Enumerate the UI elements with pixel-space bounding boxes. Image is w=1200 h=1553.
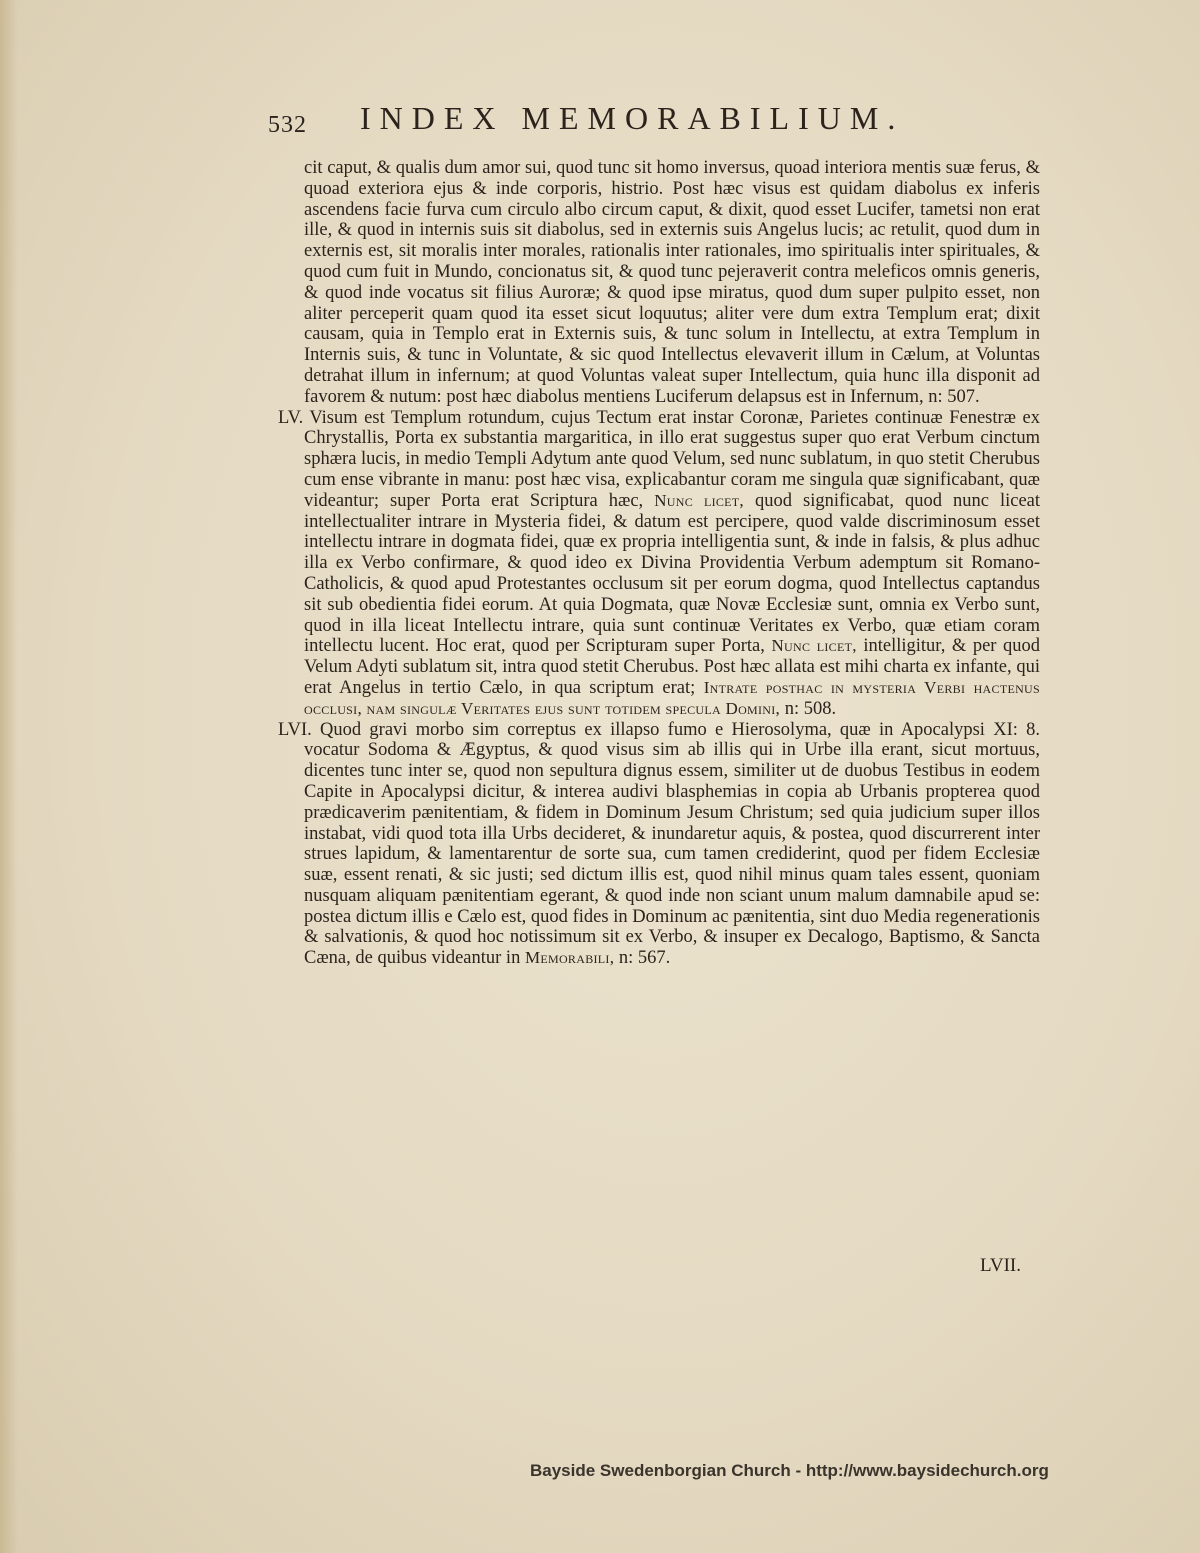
small-caps-phrase: Intrate posthac in mysteria Verbi hactenus occlusi, nam singulæ Veritates ejus sunt totidem specula Domini, bbox=[304, 677, 1040, 718]
page-number: 532 bbox=[268, 112, 307, 138]
running-head: INDEX MEMORABILIUM. bbox=[360, 100, 905, 136]
entry-continuation bbox=[278, 158, 1040, 408]
small-caps-phrase: Nunc licet, bbox=[771, 636, 857, 656]
index-text bbox=[278, 158, 1040, 969]
entry-text: Quod gravi morbo sim correptus ex illapso fumo e Hierosolyma, quæ in Apocalypsi XI: 8. vocatur Sodoma & Ægyptus, & quod visus sim ab illis qui in Urbe illa erant, sicut mortuus, dicentes tunc inter se, quod non sepultura dignus essem, similiter ut de duobus Testibus in eodem Capite in Apocalypsi dicitur, & interea audivi blasphemias in copia ab Urbanis propterea quod prædicaverim pænitentiam, & fidem in Dominum Jesum Christum; sed quia judicium super illos instabat, vidi quod tota illa Urbs decideret, & inundaretur aquis, & postea, quod discurrerent inter strues lapidum, & lamentarentur de sorte sua, cum tamen crediderint, quod per fidem Ecclesiæ suæ, essent renati, & sic justi; sed dictum illis est, quod nihil minus quam tales essent, quoniam nusquam aliquam pænitentiam egerant, & quod inde non sciant unum malum damnabile apud se: postea dictum illis e Cælo est, quod fides in Dominum ac pænitentia, sint duo Media regenerationis & salvationis, & quod hoc notissimum sit ex Verbo, & insuper ex Decalogo, Baptismo, & Sancta Cæna, de quibus videantur in bbox=[304, 719, 1041, 969]
entry-lv bbox=[278, 408, 1040, 720]
entry-number: LV. bbox=[278, 407, 304, 428]
small-caps-phrase: Memorabili, bbox=[524, 948, 615, 968]
catchword: LVII. bbox=[980, 1255, 1021, 1276]
entry-lvi bbox=[278, 720, 1040, 970]
page-header bbox=[268, 100, 988, 144]
small-caps-phrase: Nunc licet, bbox=[654, 490, 744, 510]
entry-text: intelligitur, & per quod Velum Adyti sublatum sit, intra quod stetit Cherubus. Post hæc allata est mihi charta ex infante, qui erat Angelus in tertio Cælo, in qua scriptum erat; bbox=[304, 636, 1041, 698]
entry-text: cit caput, & qualis dum amor sui, quod tunc sit homo inversus, quoad interiora mentis suæ ferus, & quoad exteriora ejus & inde corporis, histrio. Post hæc visus est quidam diabolus ex inferis ascendens facie furva cum circulo albo circum caput, & dixit, quod esset Lucifer, tametsi non erat ille, & quod in internis suis sit diabolus, sed in externis suis Angelus lucis; ac retulit, quod dum in externis est, sit moralis inter morales, rationalis inter rationales, imo spiritualis inter spirituales, & quod cum fuit in Mundo, concionatus sit, & quod tunc pejeraverit contra meleficos omnis generis, & quod inde vocatus sit filius Auroræ; & quod ipse miratus, quod dum super pulpito esset, non aliter perceperit quam quod ita esset sicut loquutus; aliter vere dum extra Templum erat; dixit causam, quia in Templo erat in Externis suis, & tunc solum in Intellectu, at extra Templum in Internis suis, & tunc in Voluntate, & sic quod Intellectus elevaverit illum in Cælum, at Voluntas detrahat illum in infernum; at quod Voluntas valeat super Intellectum, quia hunc illa disponit ad favorem & nutum: post hæc diabolus mentiens Luciferum delapsus est in Infernum, n: 507. bbox=[304, 158, 1040, 407]
entry-text: quod significabat, quod nunc liceat intellectualiter intrare in Mysteria fidei, & datum est percipere, quod valde discriminosum esset intellectu intrare in dogmata fidei, quæ ex propria intelligentia sunt, & inde in falsis, & plus adhuc illa ex Verbo confirmare, & quod ideo ex Divina Providentia Verbum ademptum sit Romano-Catholicis, & quod apud Protestantes occlusum sit per eorum dogma, quod Intellectus captandus sit sub obedientia fidei eorum. At quia Dogmata, quæ Novæ Ecclesiæ sunt, omnia ex Verbo sunt, quod in illa liceat Intellectu intrare, quia sunt continuæ Veritates ex Verbo, quæ etiam coram intellectu lucent. Hoc erat, quod per Scripturam super Porta, bbox=[304, 490, 1040, 657]
page-gutter-shadow bbox=[0, 0, 18, 1553]
entry-reference: n: 567. bbox=[618, 948, 671, 969]
entry-number: LVI. bbox=[278, 719, 312, 740]
watermark-credit: Bayside Swedenborgian Church - http://www.baysidechurch.org bbox=[530, 1461, 1049, 1480]
entry-text: Visum est Templum rotundum, cujus Tectum erat instar Coronæ, Parietes continuæ Fenestræ ex Chrystallis, Porta ex substantia margaritica, in illo erat suggestus super quo erat Verbum cinctum sphæra lucis, in medio Templi Adytum ante quod Velum, sed nunc sublatum, in quo stetit Cherubus cum ense vibrante in manu: post hæc visa, explicabantur coram me singula quæ significabant, quæ videantur; super Porta erat Scriptura hæc, bbox=[304, 407, 1040, 511]
entry-reference: n: 508. bbox=[784, 698, 837, 719]
